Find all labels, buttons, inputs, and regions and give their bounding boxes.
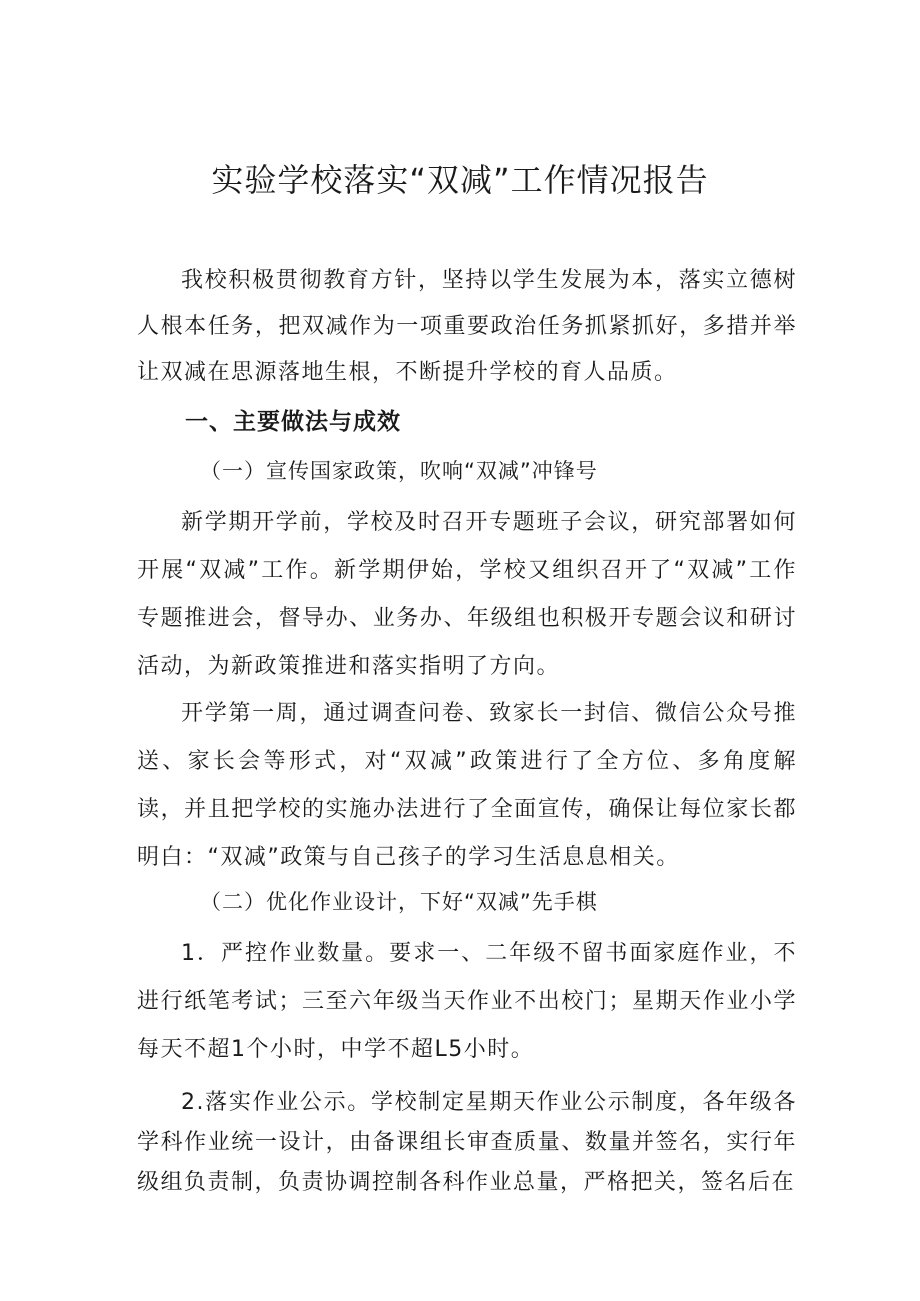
paragraph-first-week-publicity: 开学第一周，通过调查问卷、致家长一封信、微信公众号推送、家长会等形式，对“双减”政策进行了全方位、多角度解读，并且把学校的实施办法进行了全面宣传，确保让每位家长都明白：“双减”政策与自己孩子的学习生活息息相关。 [137,701,797,870]
list-item-homework-publicity: 2.落实作业公示。学校制定星期天作业公示制度，各年级各学科作业统一设计，由备课组长审查质量、数量并签名，实行年级组负责制，负责协调控制各科作业总量，严格把关，签名后在 [137,1090,797,1195]
document-title: 实验学校落实“双减”工作情况报告 [211,161,709,199]
section-heading-main-practices: 一、主要做法与成效 [185,409,401,435]
subsection-heading-policy-promotion: （一）宣传国家政策，吹响“双减”冲锋号 [200,459,598,483]
intro-paragraph: 我校积极贯彻教育方针，坚持以学生发展为本，落实立德树人根本任务，把双减作为一项重要政治任务抓紧抓好，多措并举让双减在思源落地生根，不断提升学校的育人品质。 [137,268,797,385]
subsection-heading-homework-design: （二）优化作业设计，下好“双减”先手棋 [200,890,598,914]
list-item-homework-quantity: 1．严控作业数量。要求一、二年级不留书面家庭作业，不进行纸笔考试；三至六年级当天作业不出校门；星期天作业小学每天不超1个小时，中学不超L5小时。 [137,941,797,1062]
paragraph-semester-meetings: 新学期开学前，学校及时召开专题班子会议，研究部署如何开展“双减”工作。新学期伊始，学校又组织召开了“双减”工作专题推进会，督导办、业务办、年级组也积极开专题会议和研讨活动，为新政策推进和落实指明了方向。 [137,510,797,679]
